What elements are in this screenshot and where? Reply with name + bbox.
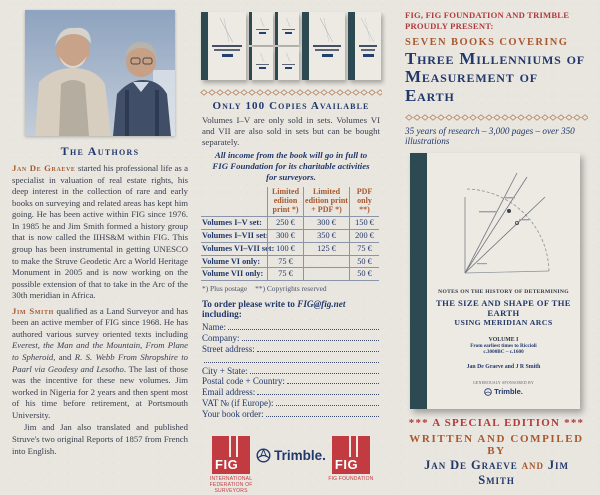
- byline-and: and: [521, 457, 544, 472]
- bio-jim-text-4: . The last of those was the incentive for these new volumes. Jim worked in Nigeria for 2 years and then spent most of his time before retirement, at Portsmouth University.: [12, 363, 188, 420]
- dotted-blank: [228, 329, 379, 330]
- field-label: Street address:: [202, 344, 255, 355]
- bio-struve-note: Jim and Jan also translated and published Struve's two original Reports of 1857 from French into English.: [12, 422, 188, 456]
- main-title-line-1: Three Millenniums of: [405, 49, 585, 69]
- column-header: Limited edition print + PDF *): [303, 187, 349, 217]
- table-cell: 125 €: [303, 243, 349, 256]
- trimble-globe-icon: [256, 448, 271, 463]
- dotted-blank: [287, 383, 379, 384]
- order-form-line-vat: [202, 397, 380, 408]
- field-label: Your book order:: [202, 408, 264, 419]
- field-label: Email address:: [202, 387, 256, 398]
- order-form-line-email: [202, 386, 380, 397]
- table-cell: 75 €: [267, 256, 303, 269]
- sponsor-logos: [206, 436, 376, 495]
- cover-title-line-2: USING MERIDIAN ARCS: [454, 317, 553, 327]
- authors-photo-image: [25, 10, 175, 136]
- table-row-label: Volume VII only:: [201, 268, 267, 281]
- cover-trimble-logo: [427, 387, 580, 396]
- stats-line: 35 years of research – 3,000 pages – over 350 illustrations: [405, 125, 575, 146]
- authors-photo: [25, 10, 175, 136]
- availability-text: Volumes I–V are only sold in sets. Volumes VI and VII are also sold in sets but can be bought separately.: [202, 115, 380, 147]
- bio-jim-smith: [12, 306, 188, 422]
- written-by-line: WRITTEN AND COMPILED BY: [409, 432, 584, 457]
- table-cell: 250 €: [267, 217, 303, 230]
- table-row-label: Volume VI only:: [201, 256, 267, 269]
- dotted-blank: [266, 416, 379, 417]
- table-cell: 150 €: [349, 217, 379, 230]
- field-label: Company:: [202, 333, 240, 344]
- trimble-logo: [256, 448, 326, 463]
- cover-authors: Jan De Graeve and J R Smith: [466, 364, 541, 371]
- book-set-thumbnails: [200, 8, 382, 80]
- author-name-jim: Jim Smith: [12, 305, 54, 316]
- order-form: [202, 322, 380, 419]
- cover-series-note: NOTES ON THE HISTORY OF DETERMINING: [438, 288, 569, 295]
- authors-heading: The Authors: [60, 144, 140, 158]
- featured-book-front: [427, 153, 580, 409]
- right-panel: [382, 0, 600, 487]
- order-form-line-company: [202, 332, 380, 343]
- trimble-globe-icon: [484, 388, 492, 396]
- price-table: [201, 187, 381, 281]
- cover-subtitle-line-2: c.3000BC – c.1600: [483, 349, 524, 356]
- order-instructions: [202, 299, 380, 319]
- book-title-spheroid: From Plane to Spheroid: [12, 340, 189, 362]
- table-row-label: Volumes I–V set:: [201, 217, 267, 230]
- table-cell: 300 €: [267, 230, 303, 243]
- column-header: Limited edition print *): [267, 187, 303, 217]
- table-cell: [303, 256, 349, 269]
- availability-heading: Only 100 Copies Available: [212, 100, 370, 112]
- table-cell: 100 €: [267, 243, 303, 256]
- table-corner-cell: [201, 187, 267, 217]
- book-thumbnail: [275, 47, 299, 80]
- footnote-copyright: **) Copyrights reserved: [255, 283, 327, 293]
- field-label: City + State:: [202, 365, 248, 376]
- book-thumbnail: [249, 47, 273, 80]
- book-thumbnail: [249, 12, 273, 45]
- fig-logo-icon: [332, 436, 370, 474]
- main-title-line-2: Measurement of Earth: [405, 67, 538, 105]
- presenter-line: FIG, FIG FOUNDATION AND TRIMBLE PROUDLY PRESENT:: [405, 10, 570, 31]
- book-spine: [348, 12, 355, 80]
- order-form-line-postal: [202, 376, 380, 387]
- table-cell: 350 €: [303, 230, 349, 243]
- table-cell: 50 €: [349, 256, 379, 269]
- byline-author-2: Jim Smith: [478, 457, 569, 487]
- subtitle-seven-books: SEVEN BOOKS COVERING: [405, 37, 569, 49]
- bio-jim-text-2: ,: [140, 340, 146, 351]
- featured-book-cover: [410, 153, 580, 409]
- fig-international-logo: [206, 436, 256, 495]
- fig-foundation-logo: [326, 436, 376, 482]
- book-spine: [302, 12, 309, 80]
- order-form-line-name: [202, 322, 380, 333]
- order-form-line-book-order: [202, 408, 380, 419]
- fig-logo-text: FIG: [334, 456, 359, 472]
- cover-sponsor-text: Trimble.: [494, 387, 523, 397]
- dotted-blank: [204, 362, 379, 363]
- book-title-webb: R. S. Webb From Shropshire to Paarl via Geodesy and Lesotho: [12, 352, 189, 374]
- byline-author-1: Jan De Graeve: [424, 457, 518, 472]
- order-form-line-street-2: [202, 354, 380, 365]
- dotted-blank: [276, 405, 380, 406]
- book-spine: [201, 12, 208, 80]
- book-thumbnail: [275, 12, 299, 45]
- book-thumbnail: [348, 12, 381, 80]
- dotted-blank: [250, 373, 379, 374]
- featured-book-spine: [410, 153, 427, 409]
- dotted-blank: [257, 394, 379, 395]
- field-label: Postal code + Country:: [202, 376, 285, 387]
- table-row-label: Volumes I–VII set:: [201, 230, 267, 243]
- dotted-blank: [242, 340, 380, 341]
- book-thumbnail-grid: [249, 12, 299, 80]
- table-cell: [303, 268, 349, 281]
- income-note: All income from the book will go in full to FIG Foundation for its charitable activities for surveyors.: [212, 149, 370, 182]
- table-cell: 75 €: [267, 268, 303, 281]
- middle-panel: [200, 0, 382, 495]
- fig-logo-caption: FIG FOUNDATION: [328, 475, 374, 482]
- fig-logo-icon: [212, 436, 250, 474]
- bio-jan-text: started his professional life as a specialist in valuation of real estate rights, his deep interest in the collection of rare and early books on surveying and related areas has kept him going. He has been active within FIG since 1976. In 1985 he and Jim Smith formed a history group that is now called the IIHS&M within FIG. This group has been instrumental in getting UNESCO to make the Struve Geodetic Arc a World Heritage Monument in 2005 and is now working on the possible extension of that to take in the Arc of the 30th meridian in Africa.: [12, 163, 188, 301]
- diamond-divider: [405, 114, 588, 121]
- byline-authors: [405, 458, 588, 488]
- table-cell: 75 €: [349, 243, 379, 256]
- cover-volume: VOLUME I: [488, 336, 519, 343]
- left-panel: [0, 0, 200, 456]
- order-text-suffix: including:: [202, 308, 242, 319]
- special-edition-line: *** A SPECIAL EDITION ***: [408, 416, 585, 429]
- cover-sponsor-note: GENEROUSLY SPONSORED BY: [472, 381, 535, 386]
- book-thumbnail: [201, 12, 246, 80]
- bio-jim-text-3: , and: [53, 352, 75, 362]
- cover-subtitle-line-1: From earliest times to Riccioli: [470, 342, 537, 349]
- table-cell: 300 €: [303, 217, 349, 230]
- order-form-line-city: [202, 365, 380, 376]
- book-title-everest: Everest, the Man and the Mountain: [12, 340, 141, 351]
- column-header: PDF only **): [349, 187, 379, 217]
- order-text-prefix: To order please write to: [202, 298, 298, 309]
- fig-logo-caption: INTERNATIONAL FEDERATION OF SURVEYORS: [209, 475, 253, 495]
- fig-logo-text: FIG: [215, 456, 239, 472]
- table-cell: 200 €: [349, 230, 379, 243]
- order-email[interactable]: FIG@fig.net: [297, 298, 346, 309]
- field-label: Name:: [202, 322, 226, 333]
- book-thumbnail: [302, 12, 345, 80]
- order-form-line-street: [202, 343, 380, 354]
- table-row-label: Volumes VI–VII set:: [201, 243, 267, 256]
- cover-title-line-1: THE SIZE AND SHAPE OF THE EARTH: [436, 297, 571, 318]
- bio-jan-de-graeve: [12, 163, 188, 302]
- author-name-jan: Jan De Graeve: [12, 163, 76, 173]
- table-cell: 50 €: [349, 268, 379, 281]
- bio-jim-text-1: qualified as a Land Surveyor and has been an active member of FIG since 1968. He has authored various survey oriented texts including: [12, 305, 189, 339]
- dotted-blank: [257, 351, 379, 352]
- cover-diagram: [443, 167, 565, 279]
- diamond-divider: [200, 89, 382, 96]
- trimble-logo-text: Trimble.: [274, 447, 326, 463]
- main-title: [405, 50, 588, 104]
- footnote-postage: *) Plus postage: [202, 283, 248, 293]
- table-footnote: [202, 284, 380, 293]
- field-label: VAT № (if Europe):: [202, 398, 274, 409]
